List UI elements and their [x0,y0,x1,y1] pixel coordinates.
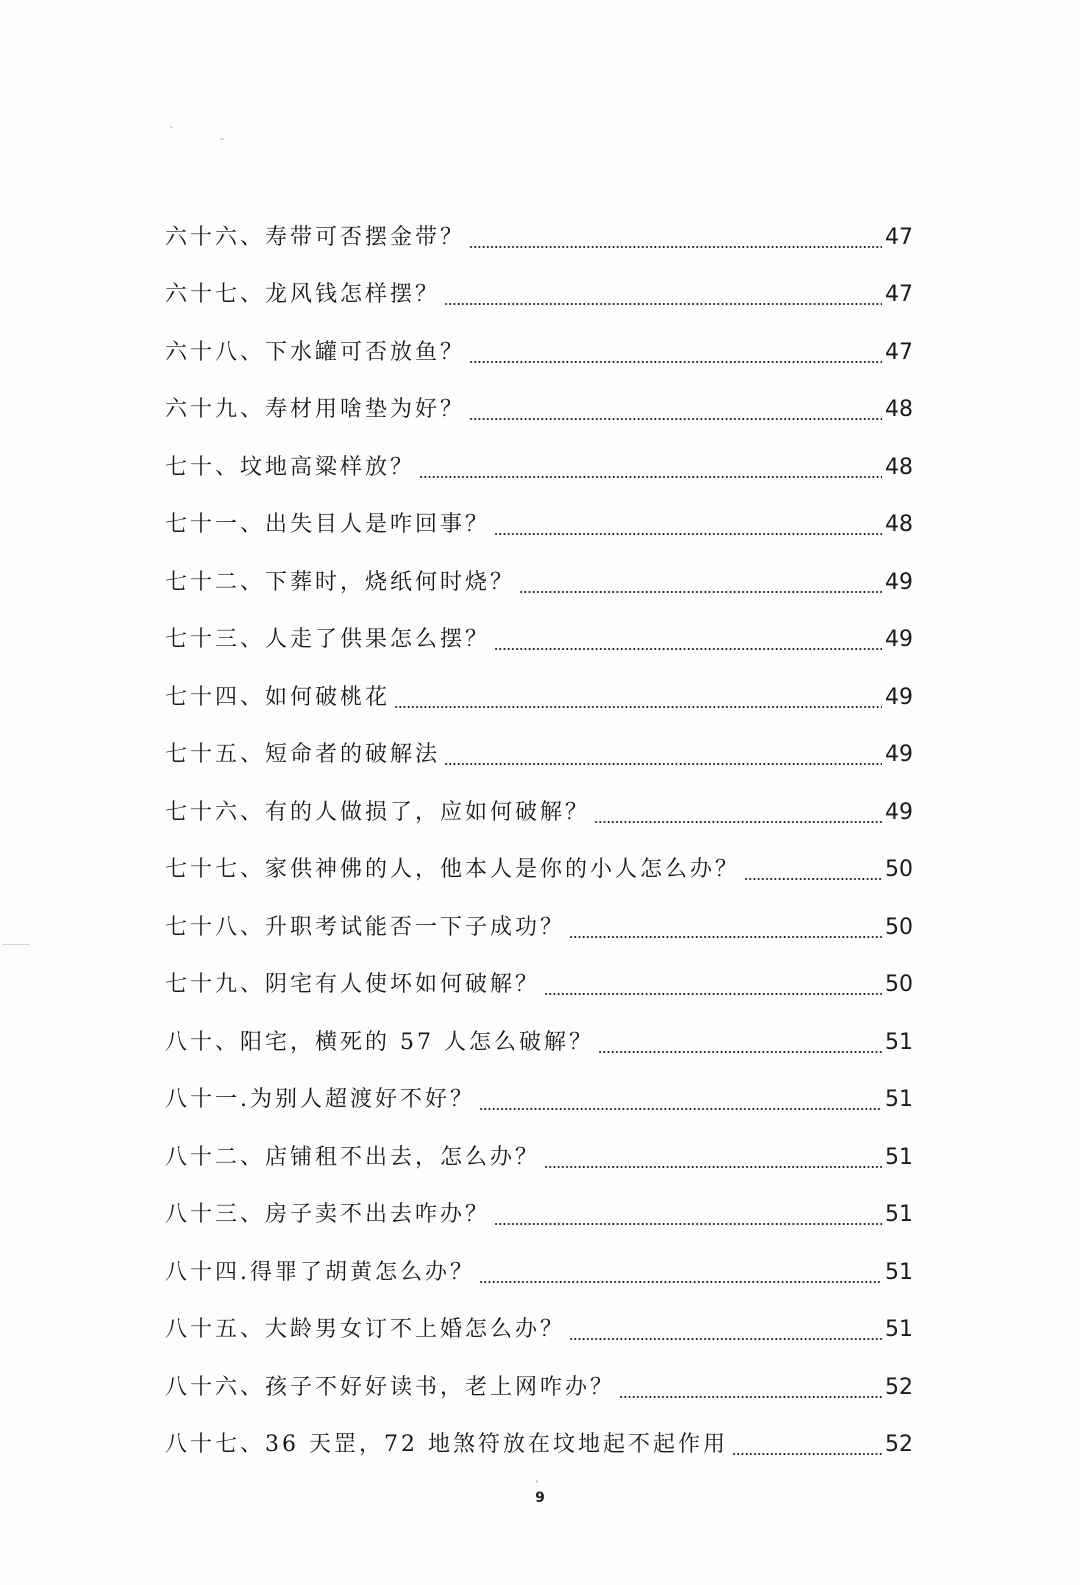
toc-entry[interactable] [165,1235,913,1293]
toc-entry-page: 49 [885,742,913,767]
toc-entry-title: 八十一.为别人超渡好不好？ [165,1087,475,1112]
toc-entry[interactable] [165,1350,913,1408]
dot-leader [569,908,882,948]
toc-entry-title: 六十七、龙风钱怎样摆？ [165,282,441,307]
toc-entry-title: 七十三、人走了供果怎么摆？ [165,627,491,652]
toc-entry-page: 52 [885,1374,913,1400]
toc-entry[interactable] [165,200,913,258]
dot-leader [619,1368,882,1408]
toc-entry-page: 47 [885,282,913,307]
toc-entry-title: 八十二、店铺租不出去，怎么办？ [165,1144,541,1170]
toc-entry-page: 49 [885,799,913,825]
toc-entry-title: 六十六、寿带可否摆金带？ [165,224,466,250]
toc-entry-page: 49 [885,684,913,710]
dot-leader [598,1023,882,1063]
scan-speck [170,126,173,128]
toc-entry-title: 六十九、寿材用啥垫为好？ [165,397,466,422]
toc-entry-title: 七十六、有的人做损了，应如何破解？ [165,799,591,825]
toc-entry[interactable] [165,430,913,488]
table-of-contents [165,200,913,1465]
toc-entry[interactable] [165,890,913,948]
toc-entry-page: 50 [885,972,913,997]
toc-entry-page: 51 [885,1202,913,1227]
toc-entry[interactable] [165,833,913,891]
toc-entry[interactable] [165,1408,913,1466]
dot-leader [544,965,882,1005]
dot-leader [594,793,882,833]
toc-entry-title: 七十四、如何破桃花 [165,684,391,710]
toc-entry-title: 八十七、36 天罡，72 地煞符放在坟地起不起作用 [165,1432,728,1457]
toc-entry[interactable] [165,603,913,661]
toc-entry[interactable] [165,315,913,373]
dot-leader [479,1080,882,1120]
toc-entry-title: 八十、阳宅，横死的 57 人怎么破解？ [165,1029,594,1055]
scan-speck [536,1480,538,1483]
toc-entry-title: 七十五、短命者的破解法 [165,742,441,767]
toc-entry-page: 51 [885,1087,913,1112]
toc-entry-page: 48 [885,454,913,480]
toc-entry[interactable] [165,718,913,776]
dot-leader [444,275,882,315]
toc-entry-title: 八十六、孩子不好好读书，老上网咋办？ [165,1374,616,1400]
toc-entry[interactable] [165,373,913,431]
dot-leader [744,850,882,890]
toc-entry[interactable] [165,1293,913,1351]
toc-entry-page: 49 [885,569,913,595]
toc-entry[interactable] [165,1005,913,1063]
toc-entry[interactable] [165,660,913,718]
toc-entry-page: 51 [885,1317,913,1342]
toc-entry[interactable] [165,258,913,316]
toc-entry-title: 七十、坟地高粱样放？ [165,454,416,480]
toc-entry-title: 七十九、阴宅有人使坏如何破解？ [165,972,541,997]
dot-leader [469,218,882,258]
toc-entry-page: 52 [885,1432,913,1457]
toc-entry-page: 49 [885,627,913,652]
toc-entry[interactable] [165,775,913,833]
toc-entry-page: 48 [885,397,913,422]
toc-entry-page: 51 [885,1259,913,1285]
dot-leader [732,1425,882,1465]
toc-entry-title: 八十五、大龄男女订不上婚怎么办？ [165,1317,566,1342]
toc-entry-page: 48 [885,512,913,537]
toc-entry-page: 50 [885,857,913,882]
toc-entry-title: 七十一、出失目人是咋回事？ [165,512,491,537]
dot-leader [494,505,882,545]
toc-entry-title: 七十七、家供神佛的人，他本人是你的小人怎么办？ [165,857,741,882]
toc-entry[interactable] [165,488,913,546]
dot-leader [519,563,882,603]
toc-entry-title: 七十八、升职考试能否一下子成功？ [165,914,566,940]
scan-speck [220,138,224,140]
dot-leader [469,333,882,373]
toc-entry[interactable] [165,1063,913,1121]
toc-entry[interactable] [165,1120,913,1178]
scan-speck [2,944,30,945]
toc-entry-title: 六十八、下水罐可否放鱼？ [165,339,466,365]
toc-entry-page: 47 [885,224,913,250]
dot-leader [444,735,882,775]
dot-leader [494,1195,882,1235]
dot-leader [544,1138,882,1178]
dot-leader [569,1310,882,1350]
toc-entry-title: 七十二、下葬时，烧纸何时烧？ [165,569,516,595]
toc-entry-title: 八十三、房子卖不出去咋办？ [165,1202,491,1227]
toc-entry-page: 51 [885,1144,913,1170]
toc-entry-title: 八十四.得罪了胡黄怎么办？ [165,1259,475,1285]
toc-entry-page: 50 [885,914,913,940]
dot-leader [419,448,882,488]
toc-entry-page: 51 [885,1029,913,1055]
dot-leader [469,390,882,430]
page-number: 9 [535,1490,545,1506]
toc-entry[interactable] [165,545,913,603]
dot-leader [394,678,882,718]
dot-leader [494,620,882,660]
toc-entry[interactable] [165,1178,913,1236]
toc-entry-page: 47 [885,339,913,365]
toc-entry[interactable] [165,948,913,1006]
dot-leader [479,1253,882,1293]
